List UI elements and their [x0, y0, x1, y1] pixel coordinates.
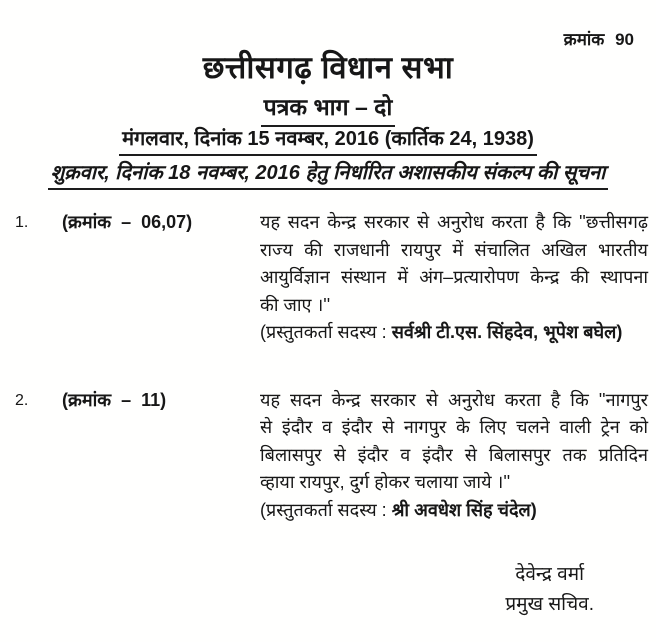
resolution-line: से इंदौर व इंदौर से नागपुर के लिए चलने वाली ट्रेन को — [260, 417, 648, 437]
presenter-line — [260, 319, 648, 347]
page-subtitle: पत्रक भाग – दो — [261, 90, 396, 127]
signatory-designation: प्रमुख सचिव. — [505, 594, 594, 615]
page-title: छत्तीसगढ़ विधान सभा — [202, 50, 454, 85]
session-date-row — [0, 124, 656, 156]
presenter-names: सर्वश्री टी.एस. सिंहदेव, भूपेश बघेल — [391, 322, 617, 342]
resolution-line: बिलासपुर से इंदौर व इंदौर से बिलासपुर तक प्रतिदिन — [260, 444, 648, 465]
notice-line: शुक्रवार, दिनांक 18 नवम्बर, 2016 हेतु निर्धारित अशासकीय संकल्प की सूचना — [48, 158, 609, 190]
presenter-line — [260, 497, 648, 525]
resolution-line: की जाए ।'' — [260, 294, 331, 315]
item-serial: 1. — [15, 214, 29, 231]
signatory-name: देवेन्द्र वर्मा — [515, 564, 585, 585]
resolution-line: यह सदन केन्द्र सरकार से अनुरोध करता है कि ''नागपुर — [260, 389, 648, 410]
notice-row — [0, 158, 656, 190]
item-kramank: (क्रमांक – 11) — [62, 389, 167, 410]
presenter-suffix: ) — [616, 322, 623, 342]
subtitle-row — [0, 90, 656, 127]
signature-block — [505, 560, 594, 620]
resolution-line: व्हाया रायपुर, दुर्ग होकर चलाया जाये ।'' — [260, 472, 511, 492]
resolution-item-2 — [15, 387, 648, 525]
resolution-text — [260, 209, 648, 347]
resolution-item-1 — [15, 209, 648, 347]
resolution-line: यह सदन केन्द्र सरकार से अनुरोध करता है कि ''छत्तीसगढ़ — [260, 212, 648, 232]
resolution-list — [15, 209, 648, 524]
presenter-names: श्री अवधेश सिंह चंदेल — [391, 499, 531, 520]
presenter-prefix: (प्रस्तुतकर्ता सदस्य : — [260, 322, 392, 342]
presenter-suffix: ) — [530, 499, 537, 520]
resolution-line: राज्य की राजधानी रायपुर में संचालित अखिल भारतीय — [260, 239, 648, 260]
resolution-line: आयुर्विज्ञान संस्थान में अंग–प्रत्यारोपण केन्द्र की स्थापना — [260, 267, 648, 287]
resolution-text — [260, 387, 648, 525]
document-number: क्रमांक 90 — [563, 30, 634, 49]
session-date-line: मंगलवार, दिनांक 15 नवम्बर, 2016 (कार्तिक 24, 1938) — [119, 124, 537, 156]
presenter-prefix: (प्रस्तुतकर्ता सदस्य : — [260, 499, 392, 520]
item-kramank: (क्रमांक – 06,07) — [62, 212, 193, 232]
item-serial: 2. — [15, 391, 29, 409]
